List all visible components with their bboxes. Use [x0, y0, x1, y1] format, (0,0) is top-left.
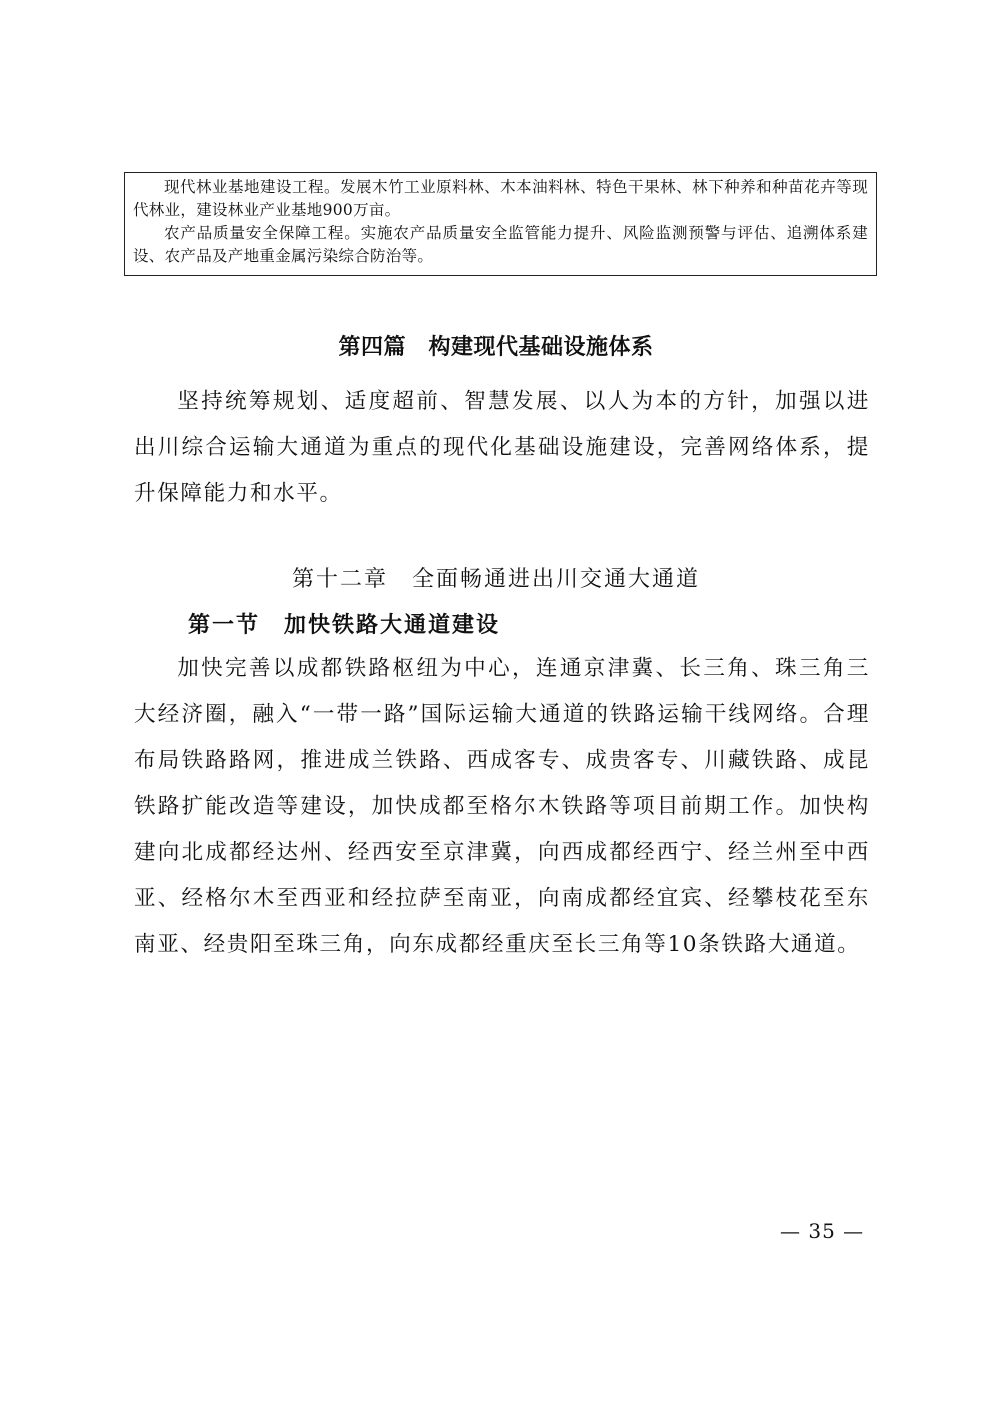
box-paragraph-forestry: 现代林业基地建设工程。发展木竹工业原料林、木本油料林、特色干果林、林下种养和种苗花卉等现代林业，建设林业产业基地900万亩。	[133, 178, 868, 219]
body-paragraph: 加快完善以成都铁路枢纽为中心，连通京津冀、长三角、珠三角三大经济圈，融入“一带一路”国际运输大通道的铁路运输干线网络。合理布局铁路路网，推进成兰铁路、西成客专、成贵客专、川藏铁路、成昆铁路扩能改造等建设，加快成都至格尔木铁路等项目前期工作。加快构建向北成都经达州、经西安至京津冀，向西成都经西宁、经兰州至中西亚、经格尔木至西亚和经拉萨至南亚，向南成都经宜宾、经攀枝花至东南亚、经贵阳至珠三角，向东成都经重庆至长三角等10条铁路大通道。	[134, 656, 870, 957]
page-number: — 35 —	[780, 1219, 865, 1243]
project-box	[124, 172, 877, 276]
box-paragraph-agri-quality: 农产品质量安全保障工程。实施农产品质量安全监管能力提升、风险监测预警与评估、追溯体系建设、农产品及产地重金属污染综合防治等。	[133, 224, 868, 265]
intro-paragraph: 坚持统筹规划、适度超前、智慧发展、以人为本的方针，加强以进出川综合运输大通道为重点的现代化基础设施建设，完善网络体系，提升保障能力和水平。	[134, 389, 870, 506]
chapter-title: 第十二章 全面畅通进出川交通大通道	[291, 567, 700, 592]
section-title: 第一节 加快铁路大通道建设	[188, 612, 501, 638]
part-title: 第四篇 构建现代基础设施体系	[338, 335, 654, 360]
